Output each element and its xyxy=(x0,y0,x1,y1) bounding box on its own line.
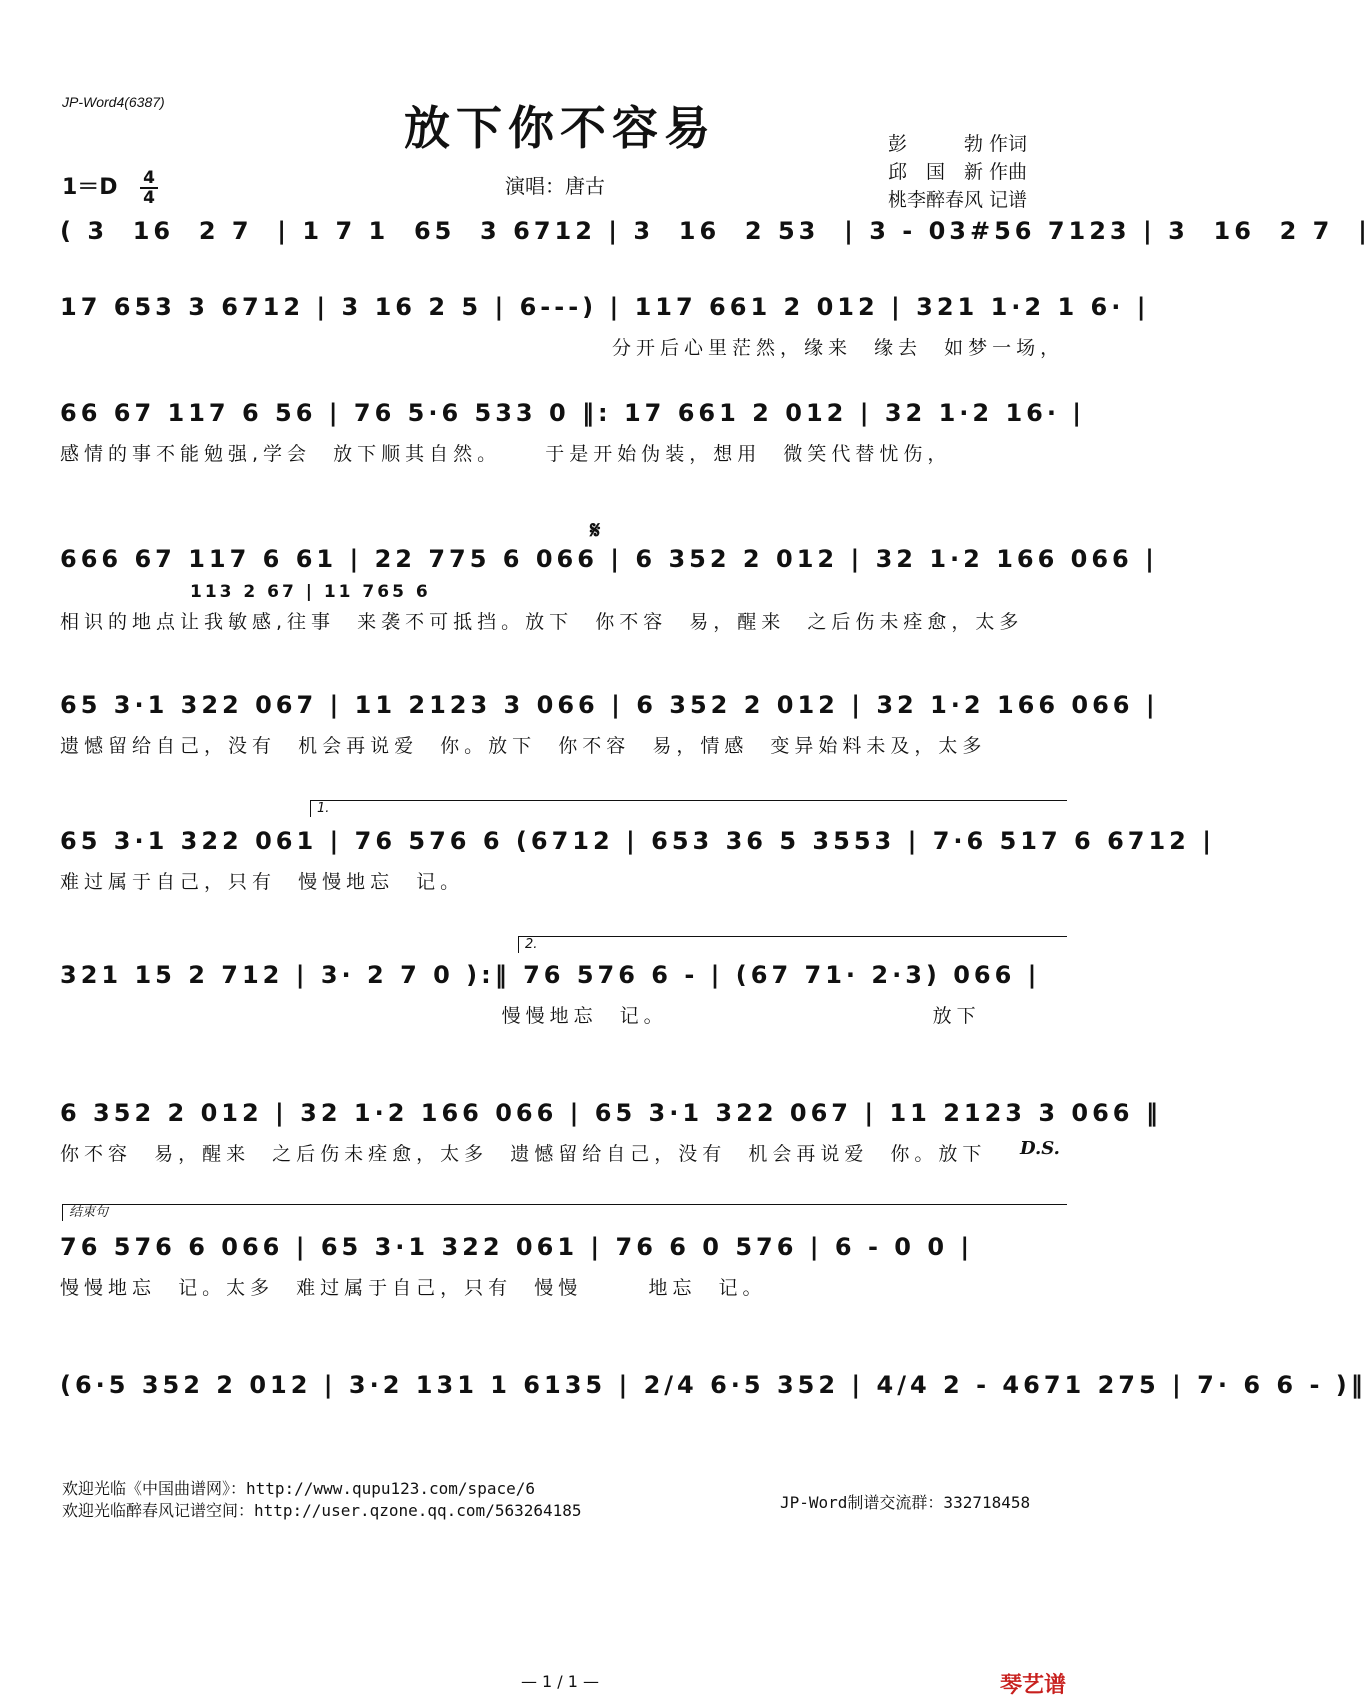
notation-row: 666 67 117 6 61 | 22 775 6 066 | 6 352 2 012 | 32 1·2 166 066 | xyxy=(60,545,1158,573)
score-system-8 xyxy=(60,1098,1162,1166)
group-info: JP-Word制谱交流群：332718458 xyxy=(780,1493,1031,1512)
score-system-3 xyxy=(60,398,1086,466)
lyrics-row: 慢慢地忘 记。 放下 xyxy=(60,1005,981,1027)
notation-row: 65 3·1 322 067 | 11 2123 3 066 | 6 352 2 012 | 32 1·2 166 066 | xyxy=(60,691,1159,719)
score-system-7 xyxy=(60,960,1060,1028)
time-signature xyxy=(140,170,158,206)
score-system-10 xyxy=(60,1370,1367,1400)
score-system-4 xyxy=(60,544,1158,634)
ending-bracket: 结束句 xyxy=(62,1204,1067,1221)
footer-links xyxy=(62,1478,582,1522)
lyrics-row: 相识的地点让我敏感,往事 来袭不可抵挡。放下 你不容 易，醒来 之后伤未痊愈，太多 xyxy=(60,611,1024,633)
footer-line-1: 欢迎光临《中国曲谱网》：http://www.qupu123.com/space/6 xyxy=(62,1479,535,1498)
score-system-9 xyxy=(60,1232,1060,1300)
score-system-6 xyxy=(60,826,1215,894)
notation-row: 65 3·1 322 061 | 76 576 6 (6712 | 653 36 5 3553 | 7·6 517 6 6712 | xyxy=(60,827,1215,855)
notation-row: ( 3 16 2 7 | 1 7 1 65 3 6712 | 3 16 2 53 | 3 - 03#56 7123 | 3 16 2 7 | xyxy=(60,217,1371,245)
lyrics-row: 慢慢地忘 记。太多 难过属于自己，只有 慢慢 地忘 记。 xyxy=(60,1277,767,1299)
notation-row: 17 653 3 6712 | 3 16 2 5 | 6---) | 117 661 2 012 | 321 1·2 1 6· | xyxy=(60,293,1150,321)
lyrics-row: 你不容 易，醒来 之后伤未痊愈，太多 遗憾留给自己，没有 机会再说爱 你。放下 xyxy=(60,1143,987,1165)
volta-second: 2. xyxy=(518,936,1067,953)
key-signature: 1＝D xyxy=(62,175,118,200)
qinyipu-logo: 琴艺谱 xyxy=(1000,1673,1067,1698)
score-system-1 xyxy=(60,216,1371,246)
footer-line-2: 欢迎光临醉春风记谱空间：http://user.qzone.qq.com/563264185 xyxy=(62,1501,582,1520)
song-title: 放下你不容易 xyxy=(404,101,716,155)
software-label: JP-Word4(6387) xyxy=(62,94,165,110)
segno-sign: 𝄋 xyxy=(590,516,601,544)
credits: 彭 勃 作词 邱 国 新 作曲 桃李醉春风 记谱 xyxy=(888,133,1028,211)
score-system-5 xyxy=(60,690,1159,758)
notation-row: 76 576 6 066 | 65 3·1 322 061 | 76 6 0 576 | 6 - 0 0 | xyxy=(60,1233,974,1261)
notation-row: (6·5 352 2 012 | 3·2 131 1 6135 | 2/4 6·5 352 | 4/4 2 - 4671 275 | 7· 6 6 - )‖ xyxy=(60,1371,1367,1399)
score-system-2 xyxy=(60,292,1150,360)
lyrics-row: 遗憾留给自己，没有 机会再说爱 你。放下 你不容 易，情感 变异始料未及，太多 xyxy=(60,735,987,757)
notation-row: 66 67 117 6 56 | 76 5·6 533 0 ‖: 17 661 2 012 | 32 1·2 16· | xyxy=(60,399,1086,427)
notation-row: 6 352 2 012 | 32 1·2 166 066 | 65 3·1 322 067 | 11 2123 3 066 ‖ xyxy=(60,1099,1162,1127)
lyrics-row: 分开后心里茫然，缘来 缘去 如梦一场， xyxy=(60,337,1065,359)
lyrics-row: 感情的事不能勉强,学会 放下顺其自然。 于是开始伪装，想用 微笑代替忧伤， xyxy=(60,443,952,465)
notation-row: 321 15 2 712 | 3· 2 7 0 ):‖ 76 576 6 - | (67 71· 2·3) 066 | xyxy=(60,961,1041,989)
ds-marking: D.S. xyxy=(1020,1138,1060,1159)
time-sig-top: 4 xyxy=(143,168,155,188)
singer: 演唱：唐古 xyxy=(505,174,605,198)
harmony-row: 113 2 67 | 11 765 6 xyxy=(190,582,431,602)
time-sig-bottom: 4 xyxy=(143,188,155,208)
lyrics-row: 难过属于自己，只有 慢慢地忘 记。 xyxy=(60,871,465,893)
volta-first: 1. xyxy=(310,800,1067,817)
page-number: — 1 / 1 — xyxy=(520,1672,600,1691)
